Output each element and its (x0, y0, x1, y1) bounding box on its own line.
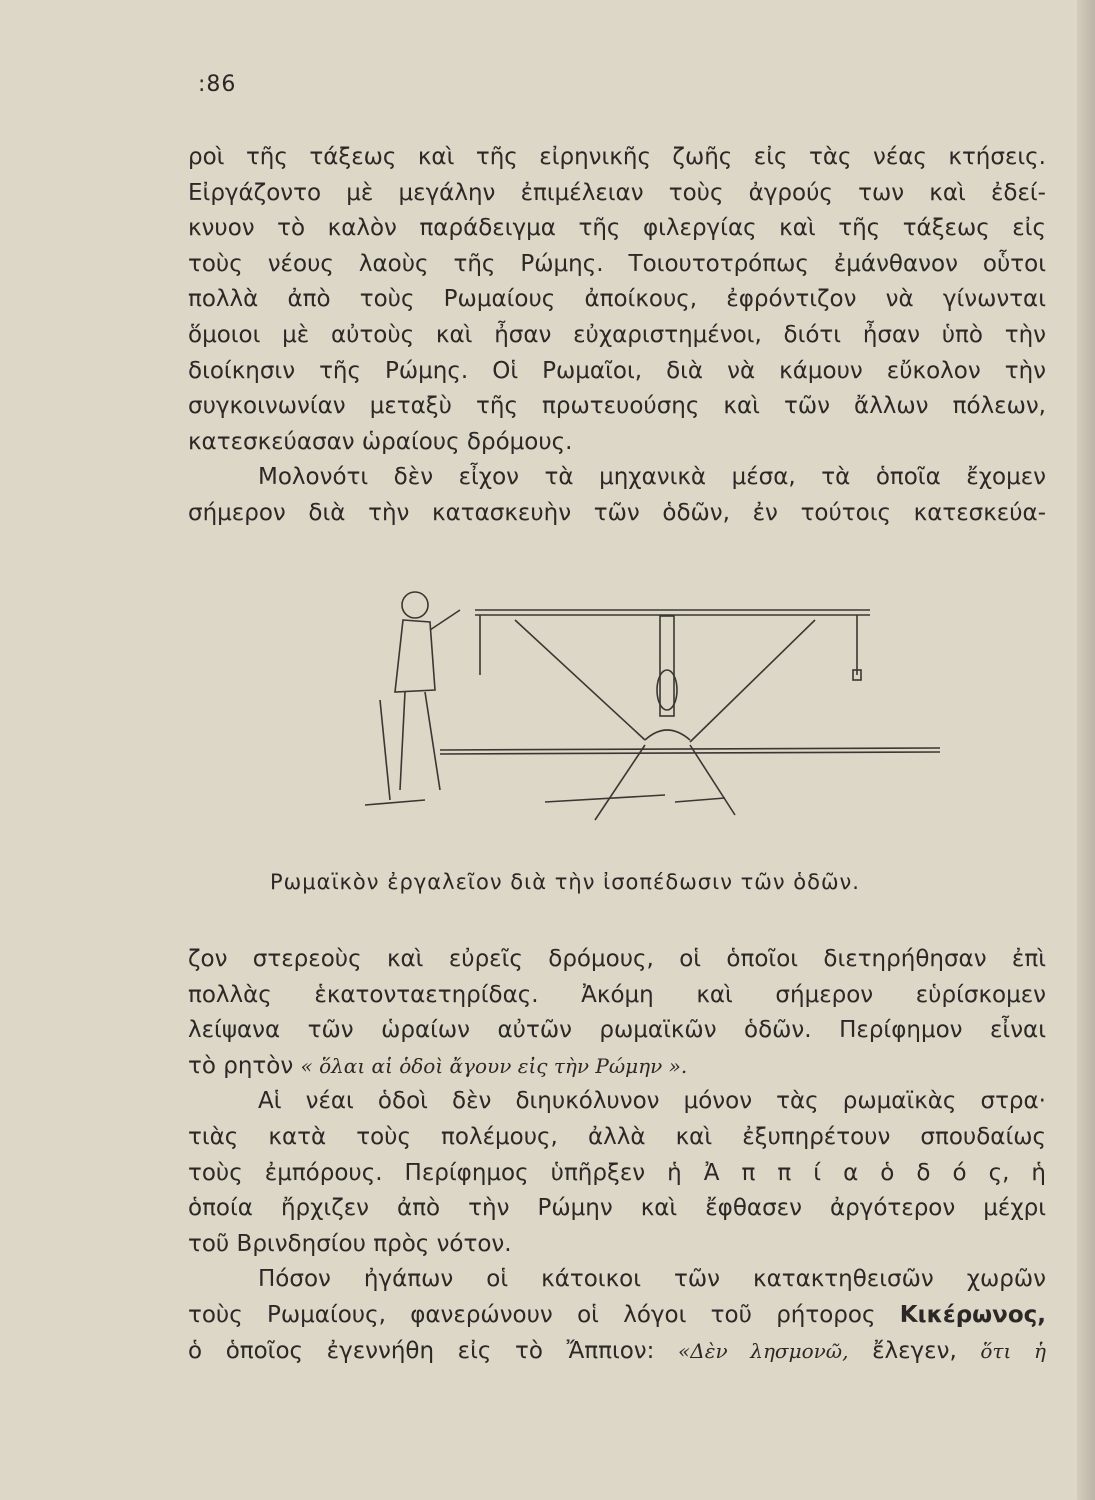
text-line: ὁποία ἤρχιζεν ἀπὸ τὴν Ρώμην καὶ ἔφθασεν ἀργότερον μέχρι (188, 1195, 1046, 1222)
page-number: :86 (198, 72, 237, 97)
text-line: τιὰς κατὰ τοὺς πολέμους, ἀλλὰ καὶ ἐξυπηρέτουν σπουδαίως (188, 1123, 1046, 1150)
text-fragment: τοὺς Ρωμαίους, φανερώνουν οἱ λόγοι τοῦ ρήτορος (188, 1301, 876, 1328)
text-line: τοῦ Βρινδησίου πρὸς νότον. (188, 1230, 512, 1257)
text-line: Εἰργάζοντο μὲ μεγάλην ἐπιμέλειαν τοὺς ἀγρούς των καὶ ἐδεί- (188, 179, 1046, 206)
cicero-name: Κικέρωνος, (899, 1301, 1047, 1328)
illustration-caption: Ρωμαϊκὸν ἐργαλεῖον διὰ τὴν ἰσοπέδωσιν τῶν ὁδῶν. (270, 870, 860, 894)
roads-quote: « ὅλαι αἱ ὁδοὶ ἄγουν εἰς τὴν Ρώμην ». (300, 1053, 688, 1078)
cicero-quote-tail: ὅτι ἡ (980, 1338, 1046, 1363)
roman-leveling-tool-illustration (345, 580, 945, 840)
text-line: συγκοινωνίαν μεταξὺ τῆς πρωτευούσης καὶ τῶν ἄλλων πόλεων, (188, 393, 1046, 420)
text-line: ὅμοιοι μὲ αὐτοὺς καὶ ἦσαν εὐχαριστημένοι, διότι ἦσαν ὑπὸ τὴν (188, 321, 1046, 348)
text-block-top (188, 140, 1046, 532)
appia-road-name: Ἀ π π ί α ὁ δ ό ς, (703, 1159, 1010, 1186)
text-fragment: τοὺς ἐμπόρους. Περίφημος ὑπῆρξεν ἡ (188, 1159, 682, 1186)
text-line (188, 1156, 1046, 1192)
text-line: Μολονότι δὲν εἶχον τὰ μηχανικὰ μέσα, τὰ ὁποῖα ἔχομεν (258, 464, 1046, 491)
text-line: τοὺς νέους λαοὺς τῆς Ρώμης. Τοιουτοτρόπως ἐμάνθανον οὗτοι (188, 250, 1046, 277)
text-line (188, 1049, 1046, 1085)
text-fragment: ἡ (1031, 1159, 1046, 1186)
text-line: σήμερον διὰ τὴν κατασκευὴν τῶν ὁδῶν, ἐν τούτοις κατεσκεύα- (188, 499, 1046, 526)
text-line: κνυον τὸ καλὸν παράδειγμα τῆς φιλεργίας καὶ τῆς τάξεως εἰς (188, 215, 1046, 242)
text-line: πολλὰ ἀπὸ τοὺς Ρωμαίους ἀποίκους, ἐφρόντιζον νὰ γίνωνται (188, 286, 1046, 313)
text-line: Πόσον ἠγάπων οἱ κάτοικοι τῶν κατακτηθεισῶν χωρῶν (258, 1266, 1046, 1293)
text-fragment: ἔλεγεν, (872, 1337, 957, 1364)
text-line: ζον στερεοὺς καὶ εὐρεῖς δρόμους, οἱ ὁποῖοι διετηρήθησαν ἐπὶ (188, 946, 1046, 972)
text-line: ροὶ τῆς τάξεως καὶ τῆς εἰρηνικῆς ζωῆς εἰς τὰς νέας κτήσεις. (188, 144, 1046, 170)
text-line (188, 1298, 1046, 1334)
text-line: λείψανα τῶν ὡραίων αὐτῶν ρωμαϊκῶν ὁδῶν. Περίφημον εἶναι (188, 1017, 1046, 1044)
text-line: κατεσκεύασαν ὡραίους δρόμους. (188, 428, 573, 455)
text-block-bottom (188, 942, 1046, 1369)
text-line: Αἱ νέαι ὁδοὶ δὲν διηυκόλυνον μόνον τὰς ρωμαϊκὰς στρα· (258, 1088, 1046, 1115)
text-fragment: ὁ ὁποῖος ἐγεννήθη εἰς τὸ Ἄππιον: (188, 1337, 655, 1364)
text-line: διοίκησιν τῆς Ρώμης. Οἱ Ρωμαῖοι, διὰ νὰ κάμουν εὔκολον τὴν (188, 357, 1046, 384)
cicero-quote-start: «Δὲν λησμονῶ, (678, 1338, 849, 1363)
text-line: πολλὰς ἑκατονταετηρίδας. Ἀκόμη καὶ σήμερον εὑρίσκομεν (188, 981, 1046, 1008)
text-line (188, 1334, 1046, 1370)
page-edge-shadow (1077, 0, 1095, 1500)
text-fragment: τὸ ρητὸν (188, 1052, 294, 1079)
